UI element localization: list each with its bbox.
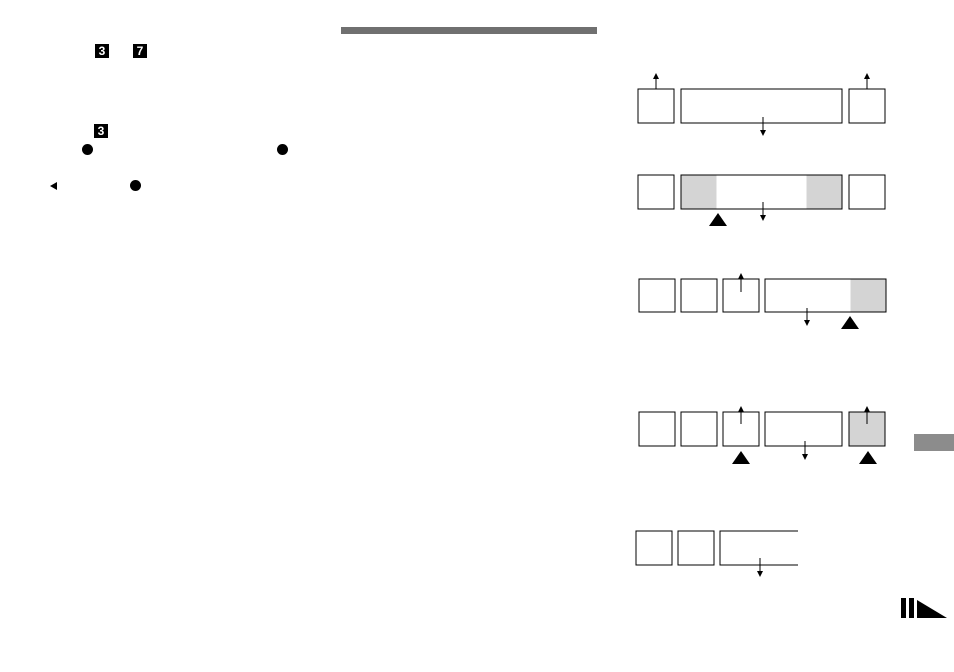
diagram-row-3	[639, 276, 886, 329]
step-badge-3: 3	[95, 44, 109, 58]
diagram-row-2	[638, 175, 885, 226]
step-badge-7: 7	[133, 44, 147, 58]
step-badge-3-second: 3	[94, 124, 108, 138]
diagram-row-5	[636, 531, 798, 574]
diagram-row-4	[639, 409, 885, 464]
diagram-row-1	[638, 76, 885, 133]
continued-arrow-icon	[901, 598, 947, 618]
